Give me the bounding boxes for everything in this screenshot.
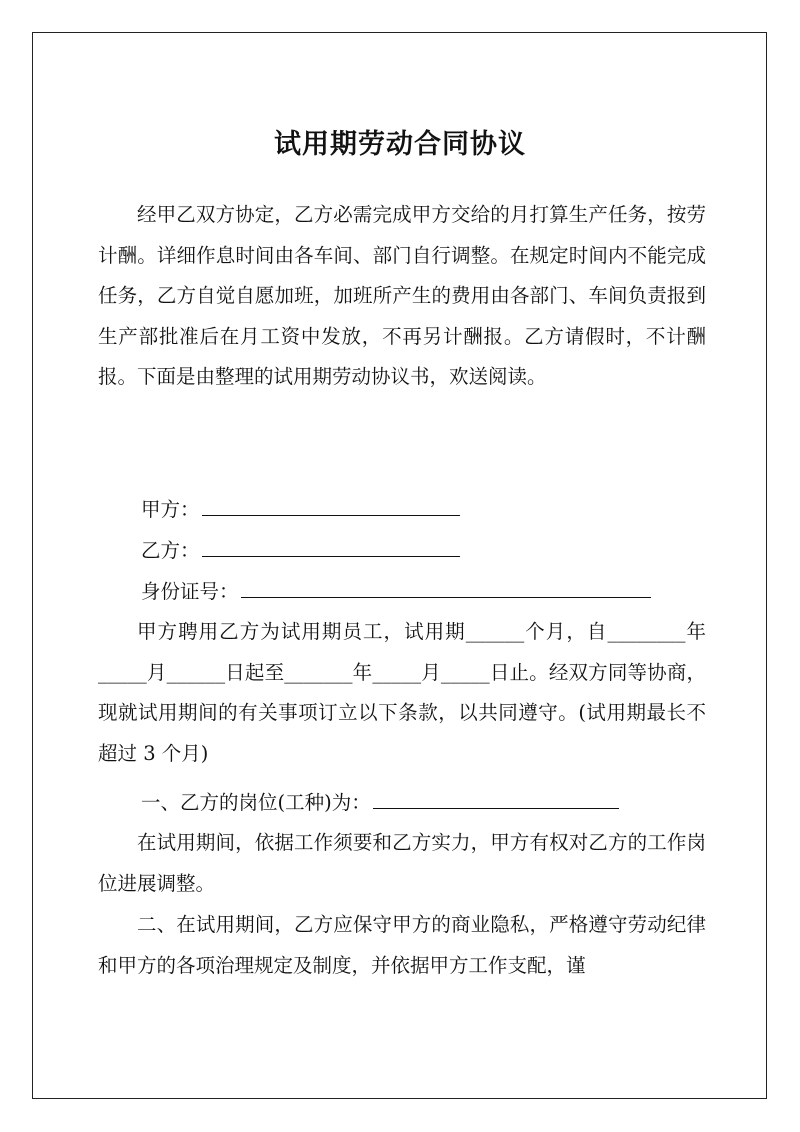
clause-1-label: 一、乙方的岗位(工种)为： [141,791,371,814]
clause-1-text: 在试用期间，依据工作须要和乙方实力，甲方有权对乙方的工作岗位进展调整。 [98,831,706,895]
clause-2-text: 二、在试用期间，乙方应保守甲方的商业隐私，严格遵守劳动纪律和甲方的各项治理规定及制度，并依据甲方工作支配，谨 [98,913,706,977]
party-a-blank[interactable] [202,495,460,516]
job-position-blank[interactable] [373,788,619,809]
party-a-line [141,490,460,530]
id-number-blank[interactable] [241,577,651,598]
party-a-label: 甲方： [141,498,200,521]
document-title: 试用期劳动合同协议 [274,129,526,160]
id-number-label: 身份证号： [141,580,239,603]
clause-1-line [141,783,619,823]
party-b-label: 乙方： [141,539,200,562]
party-b-line [141,531,460,571]
party-b-blank[interactable] [202,536,460,557]
intro-paragraph: 经甲乙双方协定，乙方必需完成甲方交给的月打算生产任务，按劳计酬。详细作息时间由各车间、部门自行调整。在规定时间内不能完成任务，乙方自觉自愿加班，加班所产生的费用由各部门、车间负责报到生产部批准后在月工资中发放，不再另计酬报。乙方请假时，不计酬报。下面是由整理的试用期劳动协议书，欢送阅读。 [98,203,706,389]
trial-period-clause: 甲方聘用乙方为试用期员工，试用期______个月，自________年_____月______日起至_______年_____月_____日止。经双方同等协商，现就试用期间的有关事项订立以下条款，以共同遵守。(试用期最长不超过 3 个月) [98,620,706,765]
id-number-line [141,572,651,612]
